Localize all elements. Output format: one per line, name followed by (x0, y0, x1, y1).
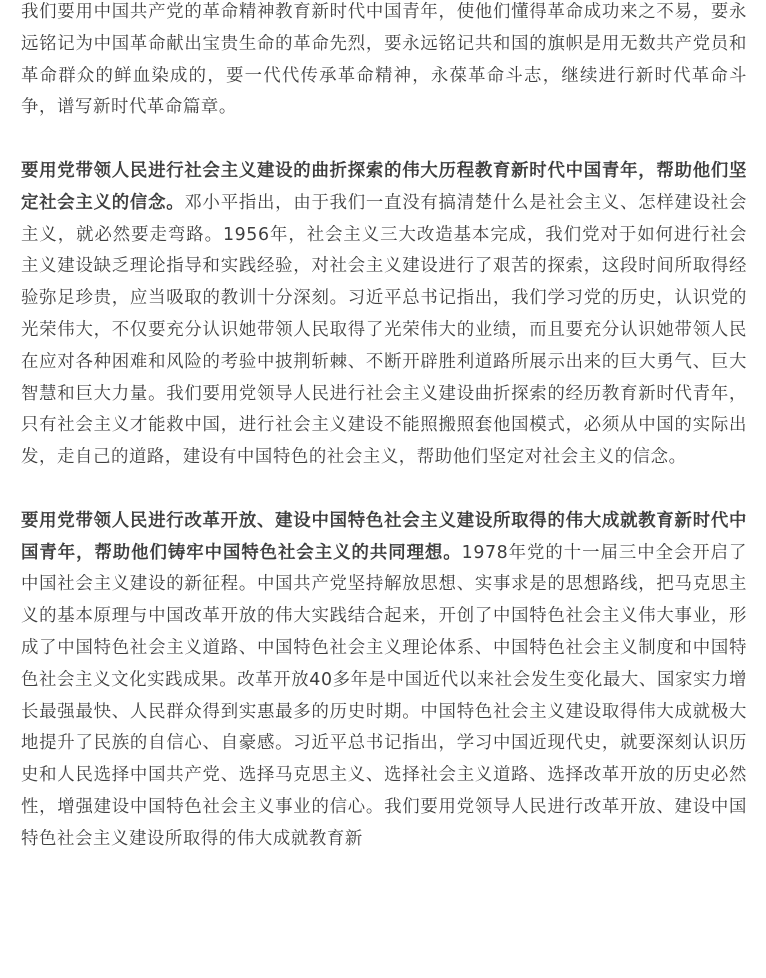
paragraph-socialist-construction (21, 156, 747, 474)
paragraph-reform-opening (21, 506, 747, 856)
article-body (21, 0, 747, 887)
paragraph-revolutionary-spirit (21, 0, 747, 124)
paragraph-text: 我们要用中国共产党的革命精神教育新时代中国青年，使他们懂得革命成功来之不易，要永远铭记为中国革命献出宝贵生命的革命先烈，要永远铭记共和国的旗帜是用无数共产党员和革命群众的鲜血染成的，要一代代传承革命精神，永葆革命斗志，继续进行新时代革命斗争，谱写新时代革命篇章。 (21, 2, 747, 118)
paragraph-text: 邓小平指出，由于我们一直没有搞清楚什么是社会主义、怎样建设社会主义，就必然要走弯路。1956年，社会主义三大改造基本完成，我们党对于如何进行社会主义建设缺乏理论指导和实践经验，对社会主义建设进行了艰苦的探索，这段时间所取得经验弥足珍贵，应当吸取的教训十分深刻。习近平总书记指出，我们学习党的历史，认识党的光荣伟大，不仅要充分认识她带领人民取得了光荣伟大的业绩，而且要充分认识她带领人民在应对各种困难和风险的考验中披荆斩棘、不断开辟胜利道路所展示出来的巨大勇气、巨大智慧和巨大力量。我们要用党领导人民进行社会主义建设曲折探索的经历教育新时代青年，只有社会主义才能救中国，进行社会主义建设不能照搬照套他国模式，必须从中国的实际出发，走自己的道路，建设有中国特色的社会主义，帮助他们坚定对社会主义的信念。 (21, 192, 747, 468)
paragraph-text: 1978年党的十一届三中全会开启了中国社会主义建设的新征程。中国共产党坚持解放思想、实事求是的思想路线，把马克思主义的基本原理与中国改革开放的伟大实践结合起来，开创了中国特色社会主义伟大事业，形成了中国特色社会主义道路、中国特色社会主义理论体系、中国特色社会主义制度和中国特色社会主义文化实践成果。改革开放40多年是中国近代以来社会发生变化最大、国家实力增长最强最快、人民群众得到实惠最多的历史时期。中国特色社会主义建设取得伟大成就极大地提升了民族的自信心、自豪感。习近平总书记指出，学习中国近现代史，就要深刻认识历史和人民选择中国共产党、选择马克思主义、选择社会主义道路、选择改革开放的历史必然性，增强建设中国特色社会主义事业的信心。我们要用党领导人民进行改革开放、建设中国特色社会主义建设所取得的伟大成就教育新 (21, 542, 747, 849)
paragraph-lead: 要用党带领人民进行社会主义建设的曲折探索的伟大历程教育新时代中国青年，帮助他们坚定社会主义的信念。 (21, 160, 747, 213)
paragraph-lead: 要用党带领人民进行改革开放、建设中国特色社会主义建设所取得的伟大成就教育新时代中国青年，帮助他们铸牢中国特色社会主义的共同理想。 (21, 510, 747, 563)
